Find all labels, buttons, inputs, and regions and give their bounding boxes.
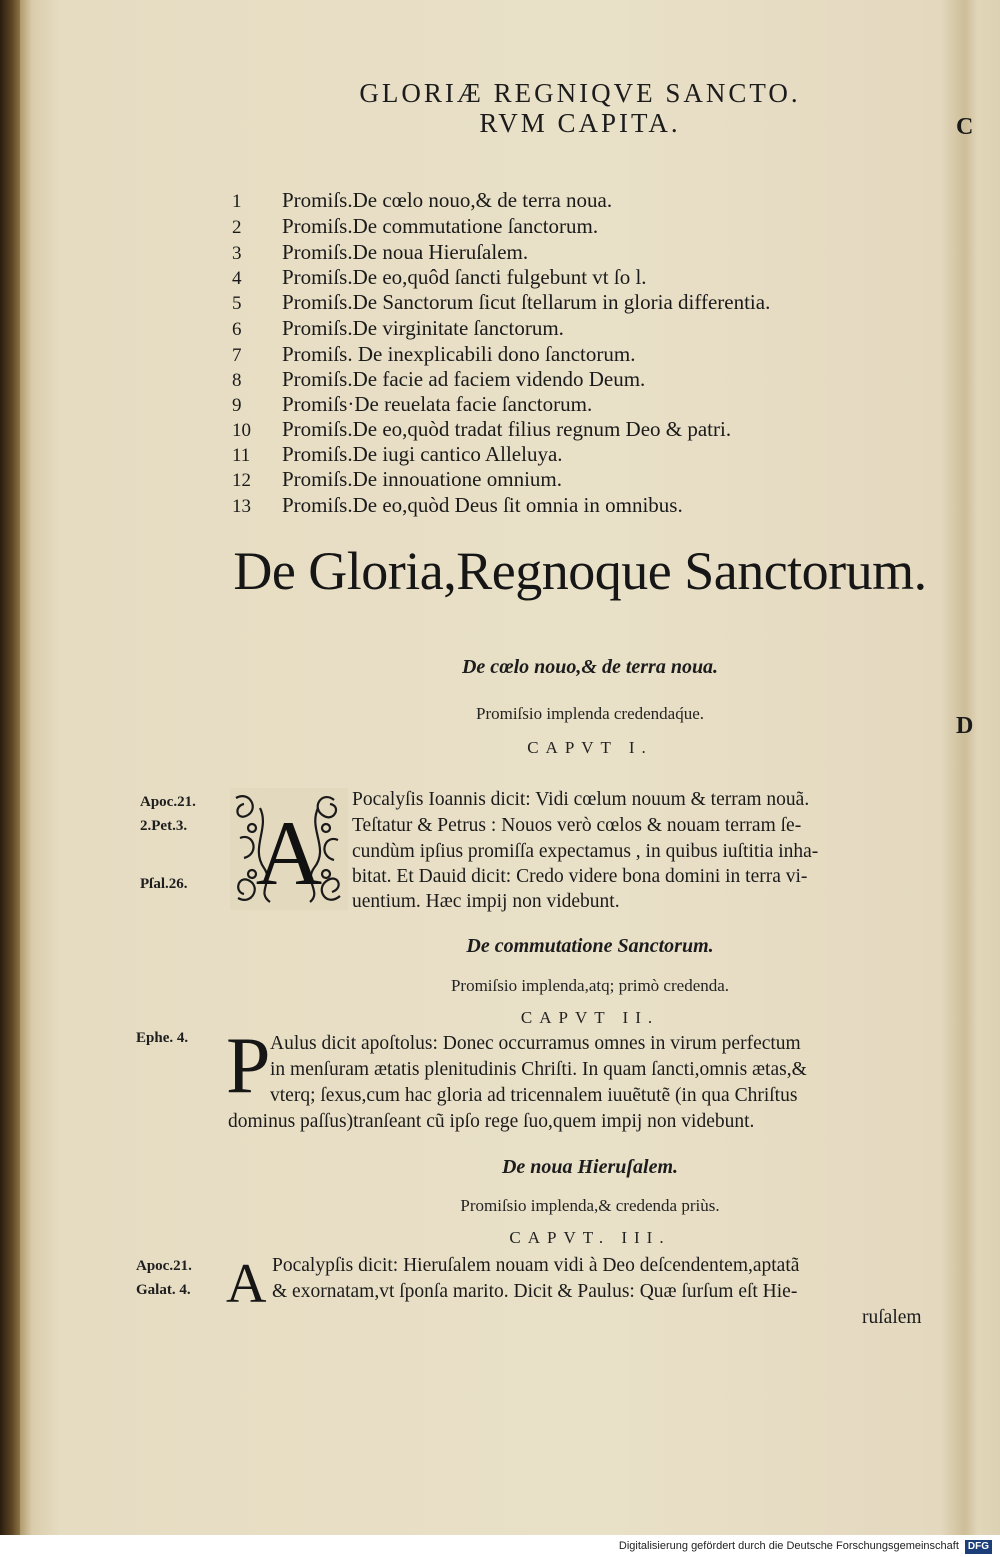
dfg-logo: DFG	[965, 1540, 992, 1554]
margin-reference: 2.Pet.3.	[140, 818, 188, 834]
caput-label: CAPVT. III.	[509, 1228, 671, 1247]
toc-item: 2 Promiſs.De commutatione ſanctorum.	[232, 214, 599, 238]
toc-item: 12 Promiſs.De innouatione omnium.	[232, 467, 562, 491]
toc-item: 13 Promiſs.De eo,quòd Deus ſit omnia in omnibus.	[232, 493, 683, 517]
body-text-line: cundùm ipſius promiſſa expectamus , in quibus iuſtitia inha-	[352, 841, 819, 862]
margin-reference: Apoc.21.	[140, 794, 196, 810]
dropcap-letter: A	[226, 1253, 267, 1315]
body-text-line: Aulus dicit apoſtolus: Donec occurramus omnes in virum perfectum	[270, 1033, 801, 1054]
section-heading: De commutatione Sanctorum.	[466, 935, 714, 957]
body-text-line: bitat. Et Dauid dicit: Credo videre bona domini in terra vi-	[352, 866, 808, 887]
toc-item: 5 Promiſs.De Sanctorum ſicut ſtellarum in gloria differentia.	[232, 290, 771, 314]
body-text-line: dominus paſſus)tranſeant cũ ipſo rege ſuo,quem impij non videbunt.	[228, 1111, 755, 1132]
margin-reference: Apoc.21.	[136, 1258, 192, 1274]
toc-item: 1 Promiſs.De cœlo nouo,& de terra noua.	[232, 188, 613, 212]
page-title: De Gloria,Regnoque Sanctorum.	[233, 541, 927, 601]
section-heading: De noua Hieruſalem.	[501, 1156, 679, 1178]
body-text-line: ruſalem	[862, 1307, 922, 1328]
edge-letter-d: D	[956, 713, 974, 739]
ornament-foliage-icon	[230, 788, 348, 910]
book-spine	[0, 0, 20, 1535]
header-line-2: RVM CAPITA.	[479, 108, 681, 138]
toc-item: 4 Promiſs.De eo,quôd ſancti fulgebunt vt ſo l.	[232, 265, 647, 289]
ornamental-initial	[230, 788, 348, 910]
body-text-line: Teſtatur & Petrus : Nouos verò cœlos & nouam terram ſe-	[352, 815, 802, 836]
body-text-line: in menſuram ætatis plenitudinis Chriſti. In quam ſancti,omnis ætas,&	[270, 1059, 807, 1080]
section-heading: De cœlo nouo,& de terra noua.	[461, 656, 719, 678]
header-line-1: GLORIÆ REGNIQVE SANCTO.	[359, 78, 801, 108]
section-promise: Promiſsio implenda,& credenda priùs.	[460, 1196, 720, 1215]
margin-reference: Pſal.26.	[140, 876, 188, 892]
body-text-line: & exornatam,vt ſponſa marito. Dicit & Paulus: Quæ ſurſum eſt Hie-	[272, 1281, 798, 1302]
toc-item: 7 Promiſs. De inexplicabili dono ſanctorum.	[232, 342, 636, 366]
body-text-line: Pocalypſis dicit: Hieruſalem nouam vidi à Deo deſcendentem,aptatã	[272, 1255, 800, 1276]
section-promise: Promiſsio implenda,atq; primò credenda.	[450, 976, 730, 995]
caput-label: CAPVT I.	[527, 738, 653, 757]
caput-label: CAPVT II.	[520, 1008, 660, 1027]
digitization-footer	[0, 1535, 1000, 1557]
footer-text: Digitalisierung gefördert durch die Deutsche Forschungsgemeinschaft	[618, 1540, 959, 1552]
margin-reference: Galat. 4.	[136, 1282, 191, 1298]
section-promise: Promiſsio implenda credendaq́ue.	[475, 704, 705, 723]
body-text-line: uentium. Hæc impij non videbunt.	[352, 891, 620, 912]
body-text-line: vterq; ſexus,cum hac gloria ad tricennalem iuuẽtutẽ (in qua Chriſtus	[270, 1085, 798, 1106]
dropcap-letter: P	[226, 1022, 271, 1110]
running-header	[320, 78, 840, 138]
toc-item: 10 Promiſs.De eo,quòd tradat filius regnum Deo & patri.	[232, 417, 732, 441]
toc-item: 6 Promiſs.De virginitate ſanctorum.	[232, 316, 564, 340]
dropcap-letter: A	[255, 802, 323, 904]
edge-letter-c: C	[956, 114, 974, 140]
body-text-line: Pocalyſis Ioannis dicit: Vidi cœlum nouum & terram nouã.	[352, 789, 810, 810]
toc-item: 11 Promiſs.De iugi cantico Alleluya.	[232, 442, 563, 466]
toc-item: 9 Promiſs·De reuelata facie ſanctorum.	[232, 392, 593, 416]
toc-item: 8 Promiſs.De facie ad faciem videndo Deum.	[232, 367, 646, 391]
toc-item: 3 Promiſs.De noua Hieruſalem.	[232, 240, 529, 264]
margin-reference: Ephe. 4.	[136, 1030, 189, 1046]
